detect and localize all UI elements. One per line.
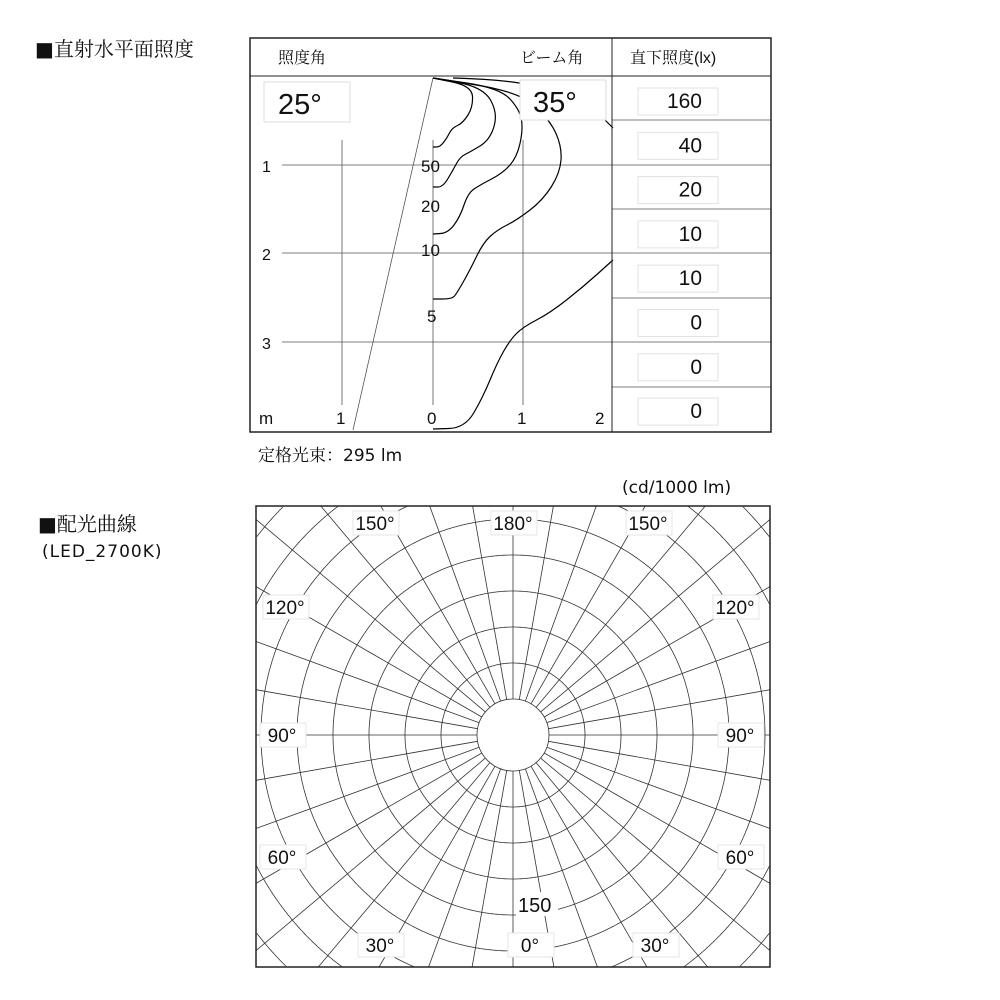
angle-label-bottom-left: 30°: [365, 936, 395, 957]
angle-label-top-right: 150°: [628, 514, 668, 535]
direct-illuminance-value: 10: [678, 267, 702, 291]
angle-label-top-left: 150°: [355, 514, 395, 535]
angle-label-bottom-right: 30°: [640, 936, 670, 957]
angle-label-mid-right: 90°: [725, 726, 755, 747]
illuminance-heading: ■直射水平面照度: [35, 37, 194, 61]
depth-tick: 3: [262, 336, 271, 353]
width-tick: 0: [427, 409, 437, 428]
angle-label-lower-right: 60°: [725, 848, 755, 869]
direct-illuminance-value: 10: [678, 222, 702, 246]
width-tick: 2: [595, 409, 605, 428]
illuminance-angle-value: 25°: [278, 89, 322, 121]
direct-illuminance-value: 0: [690, 311, 702, 335]
depth-tick: 2: [262, 247, 271, 264]
direct-illuminance-value: 160: [666, 90, 702, 113]
contour-label: 50: [421, 157, 440, 176]
angle-label-upper-right: 120°: [715, 598, 755, 619]
radial-line: [536, 763, 708, 967]
angle-label-bottom-center: 0°: [520, 936, 540, 957]
direct-illuminance-value: 40: [678, 134, 702, 158]
unit-label: (cd/1000 lm): [622, 478, 732, 498]
direct-header: 直下照度(lx): [630, 50, 717, 67]
direct-illuminance-value: 0: [690, 400, 702, 424]
beam-angle-label: ビーム角: [520, 50, 584, 67]
radial-line: [256, 747, 479, 828]
depth-tick: 1: [262, 159, 271, 176]
polar-grid: [256, 506, 770, 967]
angle-label-mid-left: 90°: [267, 726, 297, 747]
beam-angle-value: 35°: [533, 87, 577, 119]
angle-label-upper-left: 120°: [265, 598, 305, 619]
scale-label: 150: [518, 895, 552, 917]
radial-line: [321, 506, 490, 707]
contour-label: 5: [427, 307, 437, 326]
width-tick: 1: [517, 409, 527, 428]
radial-line: [256, 642, 479, 723]
inner-ring: [477, 699, 549, 771]
direct-illuminance-value: 0: [690, 355, 702, 379]
unit-m: m: [259, 409, 274, 428]
angle-label-top-center: 180°: [493, 514, 533, 535]
radial-line: [536, 506, 705, 707]
model-label: (LED_2700K): [42, 542, 163, 562]
width-tick: 1: [336, 409, 346, 428]
contour-label: 10: [421, 241, 440, 260]
direct-illuminance-value: 20: [678, 178, 702, 202]
angle-label-lower-left: 60°: [267, 848, 297, 869]
rated-flux: 定格光束：295 lm: [258, 446, 403, 466]
illuminance-angle-label: 照度角: [278, 50, 327, 67]
radial-line: [547, 747, 770, 828]
distribution-heading: ■配光曲線: [38, 512, 137, 536]
contour-label: 20: [421, 197, 440, 216]
radial-line: [547, 642, 770, 723]
